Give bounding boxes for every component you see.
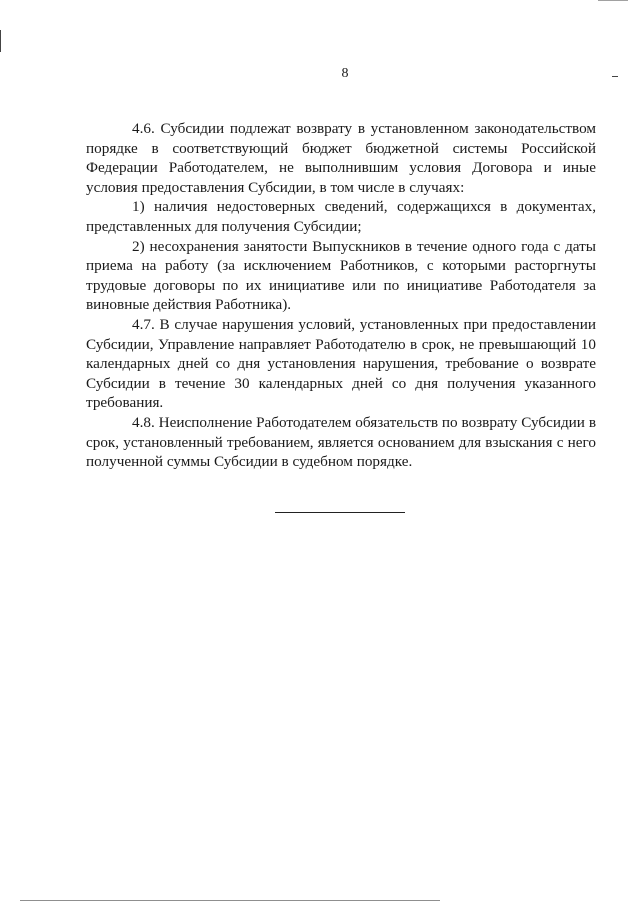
document-body xyxy=(86,119,596,472)
end-of-text-rule xyxy=(275,512,405,513)
paragraph-4-6: 4.6. Субсидии подлежат возврату в установленном законодательством порядке в соответствующий бюджет бюджетной системы Российской Федерации Работодателем, не выполнившим условия Договора и иные условия предоставления Субсидии, в том числе в случаях: xyxy=(86,120,596,196)
scan-artifact-right-mark xyxy=(612,76,618,77)
paragraph-4-6-item-1: 1) наличия недостоверных сведений, содержащихся в документах, представленных для получения Субсидии; xyxy=(86,198,596,235)
scan-artifact-left-edge xyxy=(0,30,1,52)
paragraph-4-7: 4.7. В случае нарушения условий, установленных при предоставлении Субсидии, Управление направляет Работодателю в срок, не превышающий 10 календарных дней со дня установления нарушения, требование о возврате Субсидии в течение 30 календарных дней со дня получения указанного требования. xyxy=(86,315,596,412)
paragraph-4-6-item-2: 2) несохранения занятости Выпускников в течение одного года с даты приема на работу (за исключением Работников, с которыми расторгнуты трудовые договоры по их инициативе или по инициативе Работодателя за виновные действия Работника). xyxy=(86,237,596,314)
scan-artifact-top-right xyxy=(598,0,628,1)
page-number: 8 xyxy=(341,66,349,81)
paragraph-4-8: 4.8. Неисполнение Работодателем обязательств по возврату Субсидии в срок, установленный требованием, является основанием для взыскания с него полученной суммы Субсидии в судебном порядке. xyxy=(86,413,596,471)
scan-artifact-bottom-line xyxy=(20,900,440,901)
